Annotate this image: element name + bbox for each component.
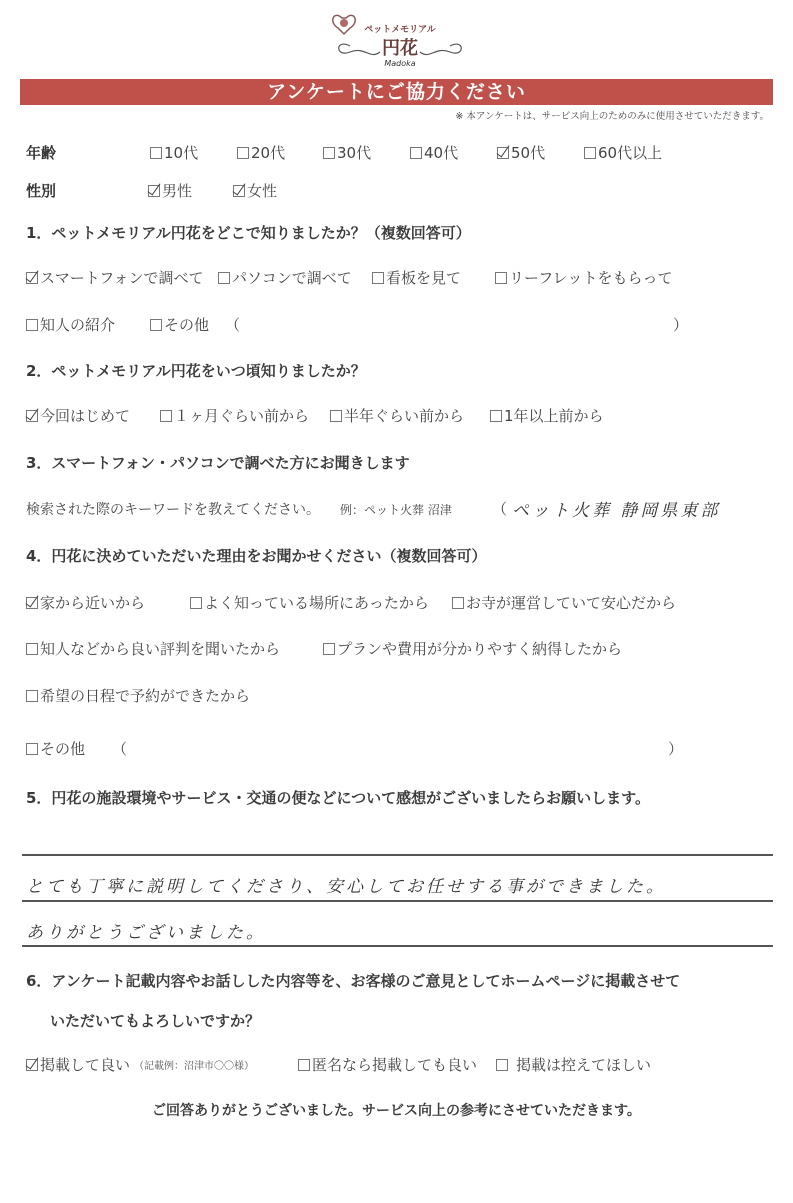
checkbox-icon[interactable]	[150, 319, 162, 331]
gender-option-male[interactable]: 男性	[148, 180, 192, 201]
gender-option-female[interactable]: 女性	[233, 180, 277, 201]
logo	[330, 8, 470, 70]
logo-emblem-icon	[330, 8, 470, 70]
age-option-10s[interactable]: 10代	[150, 142, 198, 163]
checkbox-checked-icon[interactable]	[148, 185, 160, 197]
q1-other-open-paren: （	[225, 316, 241, 334]
q1-option-signboard[interactable]: 看板を見て	[372, 267, 461, 288]
age-option-50s[interactable]: 50代	[497, 142, 545, 163]
checkbox-icon[interactable]	[452, 597, 464, 609]
checkbox-icon[interactable]	[218, 272, 230, 284]
checkbox-icon[interactable]	[190, 597, 202, 609]
answer-line	[22, 945, 773, 947]
q2-option-1-month[interactable]: １ヶ月ぐらい前から	[160, 405, 309, 426]
q2-option-half-year[interactable]: 半年ぐらい前から	[330, 405, 464, 426]
question-3-title: 3．スマートフォン・パソコンで調べた方にお聞きします	[26, 454, 410, 472]
checkbox-icon[interactable]	[26, 643, 38, 655]
q4-option-known-location[interactable]: よく知っている場所にあったから	[190, 592, 429, 613]
checkbox-icon[interactable]	[496, 1059, 508, 1071]
q1-other-input[interactable]	[245, 312, 665, 334]
q2-option-1-year-plus[interactable]: 1年以上前から	[490, 405, 604, 426]
q4-option-near-home[interactable]: 家から近いから	[26, 592, 145, 613]
age-label: 年齢	[26, 144, 57, 162]
checkbox-checked-icon[interactable]	[233, 185, 245, 197]
privacy-note: ※ 本アンケートは、サービス向上のためのみに使用させていただきます。	[455, 111, 769, 122]
q6-option-ok-to-publish[interactable]: 掲載して良い （記載例：沼津市〇〇様）	[26, 1054, 254, 1075]
age-option-40s[interactable]: 40代	[410, 142, 458, 163]
q5-answer-line-2[interactable]: ありがとうございました。	[26, 923, 266, 943]
svg-text:ペットメモリアル: ペットメモリアル	[364, 25, 436, 35]
checkbox-icon[interactable]	[323, 643, 335, 655]
checkbox-icon[interactable]	[26, 690, 38, 702]
age-option-20s[interactable]: 20代	[237, 142, 285, 163]
checkbox-icon[interactable]	[495, 272, 507, 284]
question-5-title: 5．円花の施設環境やサービス・交通の便などについて感想がございましたらお願いします。	[26, 789, 650, 807]
checkbox-icon[interactable]	[150, 147, 162, 159]
checkbox-checked-icon[interactable]	[26, 410, 38, 422]
question-1-title: 1．ペットメモリアル円花をどこで知りましたか？（複数回答可）	[26, 224, 471, 242]
checkbox-icon[interactable]	[237, 147, 249, 159]
checkbox-icon[interactable]	[26, 743, 38, 755]
answer-line	[22, 900, 773, 902]
checkbox-icon[interactable]	[372, 272, 384, 284]
question-6-title-line-2: いただいてもよろしいですか？	[50, 1012, 261, 1030]
q1-option-smartphone[interactable]: スマートフォンで調べて	[26, 267, 204, 288]
q3-keyword-answer[interactable]: ペット火葬 静岡県東部	[512, 501, 721, 521]
question-4-title: 4．円花に決めていただいた理由をお聞かせください（複数回答可）	[26, 547, 487, 565]
checkbox-icon[interactable]	[410, 147, 422, 159]
q2-option-first-time[interactable]: 今回はじめて	[26, 405, 130, 426]
q4-option-good-reputation[interactable]: 知人などから良い評判を聞いたから	[26, 638, 280, 659]
checkbox-icon[interactable]	[323, 147, 335, 159]
q3-answer-open-paren: （	[492, 500, 508, 518]
age-option-60s-plus[interactable]: 60代以上	[584, 142, 662, 163]
q4-option-other[interactable]: その他	[26, 738, 85, 759]
age-option-30s[interactable]: 30代	[323, 142, 371, 163]
svg-text:円花: 円花	[382, 38, 418, 59]
q3-prompt: 検索された際のキーワードを教えてください。	[26, 502, 320, 518]
checkbox-icon[interactable]	[584, 147, 596, 159]
q4-option-temple-run[interactable]: お寺が運営していて安心だから	[452, 592, 676, 613]
q4-other-input[interactable]	[130, 735, 660, 757]
checkbox-icon[interactable]	[160, 410, 172, 422]
q1-option-pc[interactable]: パソコンで調べて	[218, 267, 352, 288]
checkbox-icon[interactable]	[490, 410, 502, 422]
checkbox-checked-icon[interactable]	[26, 272, 38, 284]
q4-other-open-paren: （	[112, 740, 128, 758]
q1-option-leaflet[interactable]: リーフレットをもらって	[495, 267, 673, 288]
q4-option-preferred-schedule[interactable]: 希望の日程で予約ができたから	[26, 685, 250, 706]
q1-option-referral[interactable]: 知人の紹介	[26, 314, 115, 335]
checkbox-checked-icon[interactable]	[497, 147, 509, 159]
q3-example: 例：ペット火葬 沼津	[340, 503, 452, 517]
q1-option-other[interactable]: その他	[150, 314, 209, 335]
gender-label: 性別	[26, 182, 57, 200]
answer-line	[22, 854, 773, 856]
question-6-title-line-1: 6．アンケート記載内容やお話しした内容等を、お客様のご意見としてホームページに掲載させて	[26, 972, 681, 990]
checkbox-icon[interactable]	[26, 319, 38, 331]
q5-answer-line-1[interactable]: とても丁寧に説明してくださり、安心してお任せする事ができました。	[26, 877, 666, 897]
svg-text:Madoka: Madoka	[384, 59, 416, 68]
question-2-title: 2．ペットメモリアル円花をいつ頃知りましたか？	[26, 362, 366, 380]
checkbox-icon[interactable]	[330, 410, 342, 422]
checkbox-icon[interactable]	[298, 1059, 310, 1071]
q6-option-do-not-publish[interactable]: 掲載は控えてほしい	[496, 1054, 651, 1075]
checkbox-checked-icon[interactable]	[26, 597, 38, 609]
survey-banner: アンケートにご協力ください	[20, 79, 773, 105]
checkbox-checked-icon[interactable]	[26, 1059, 38, 1071]
q4-option-clear-pricing[interactable]: プランや費用が分かりやすく納得したから	[323, 638, 622, 659]
q4-other-close-paren: ）	[668, 740, 684, 758]
thank-you-footer: ご回答ありがとうございました。サービス向上の参考にさせていただきます。	[152, 1103, 641, 1119]
q6-option-anonymous[interactable]: 匿名なら掲載しても良い	[298, 1054, 477, 1075]
q1-other-close-paren: ）	[673, 316, 689, 334]
